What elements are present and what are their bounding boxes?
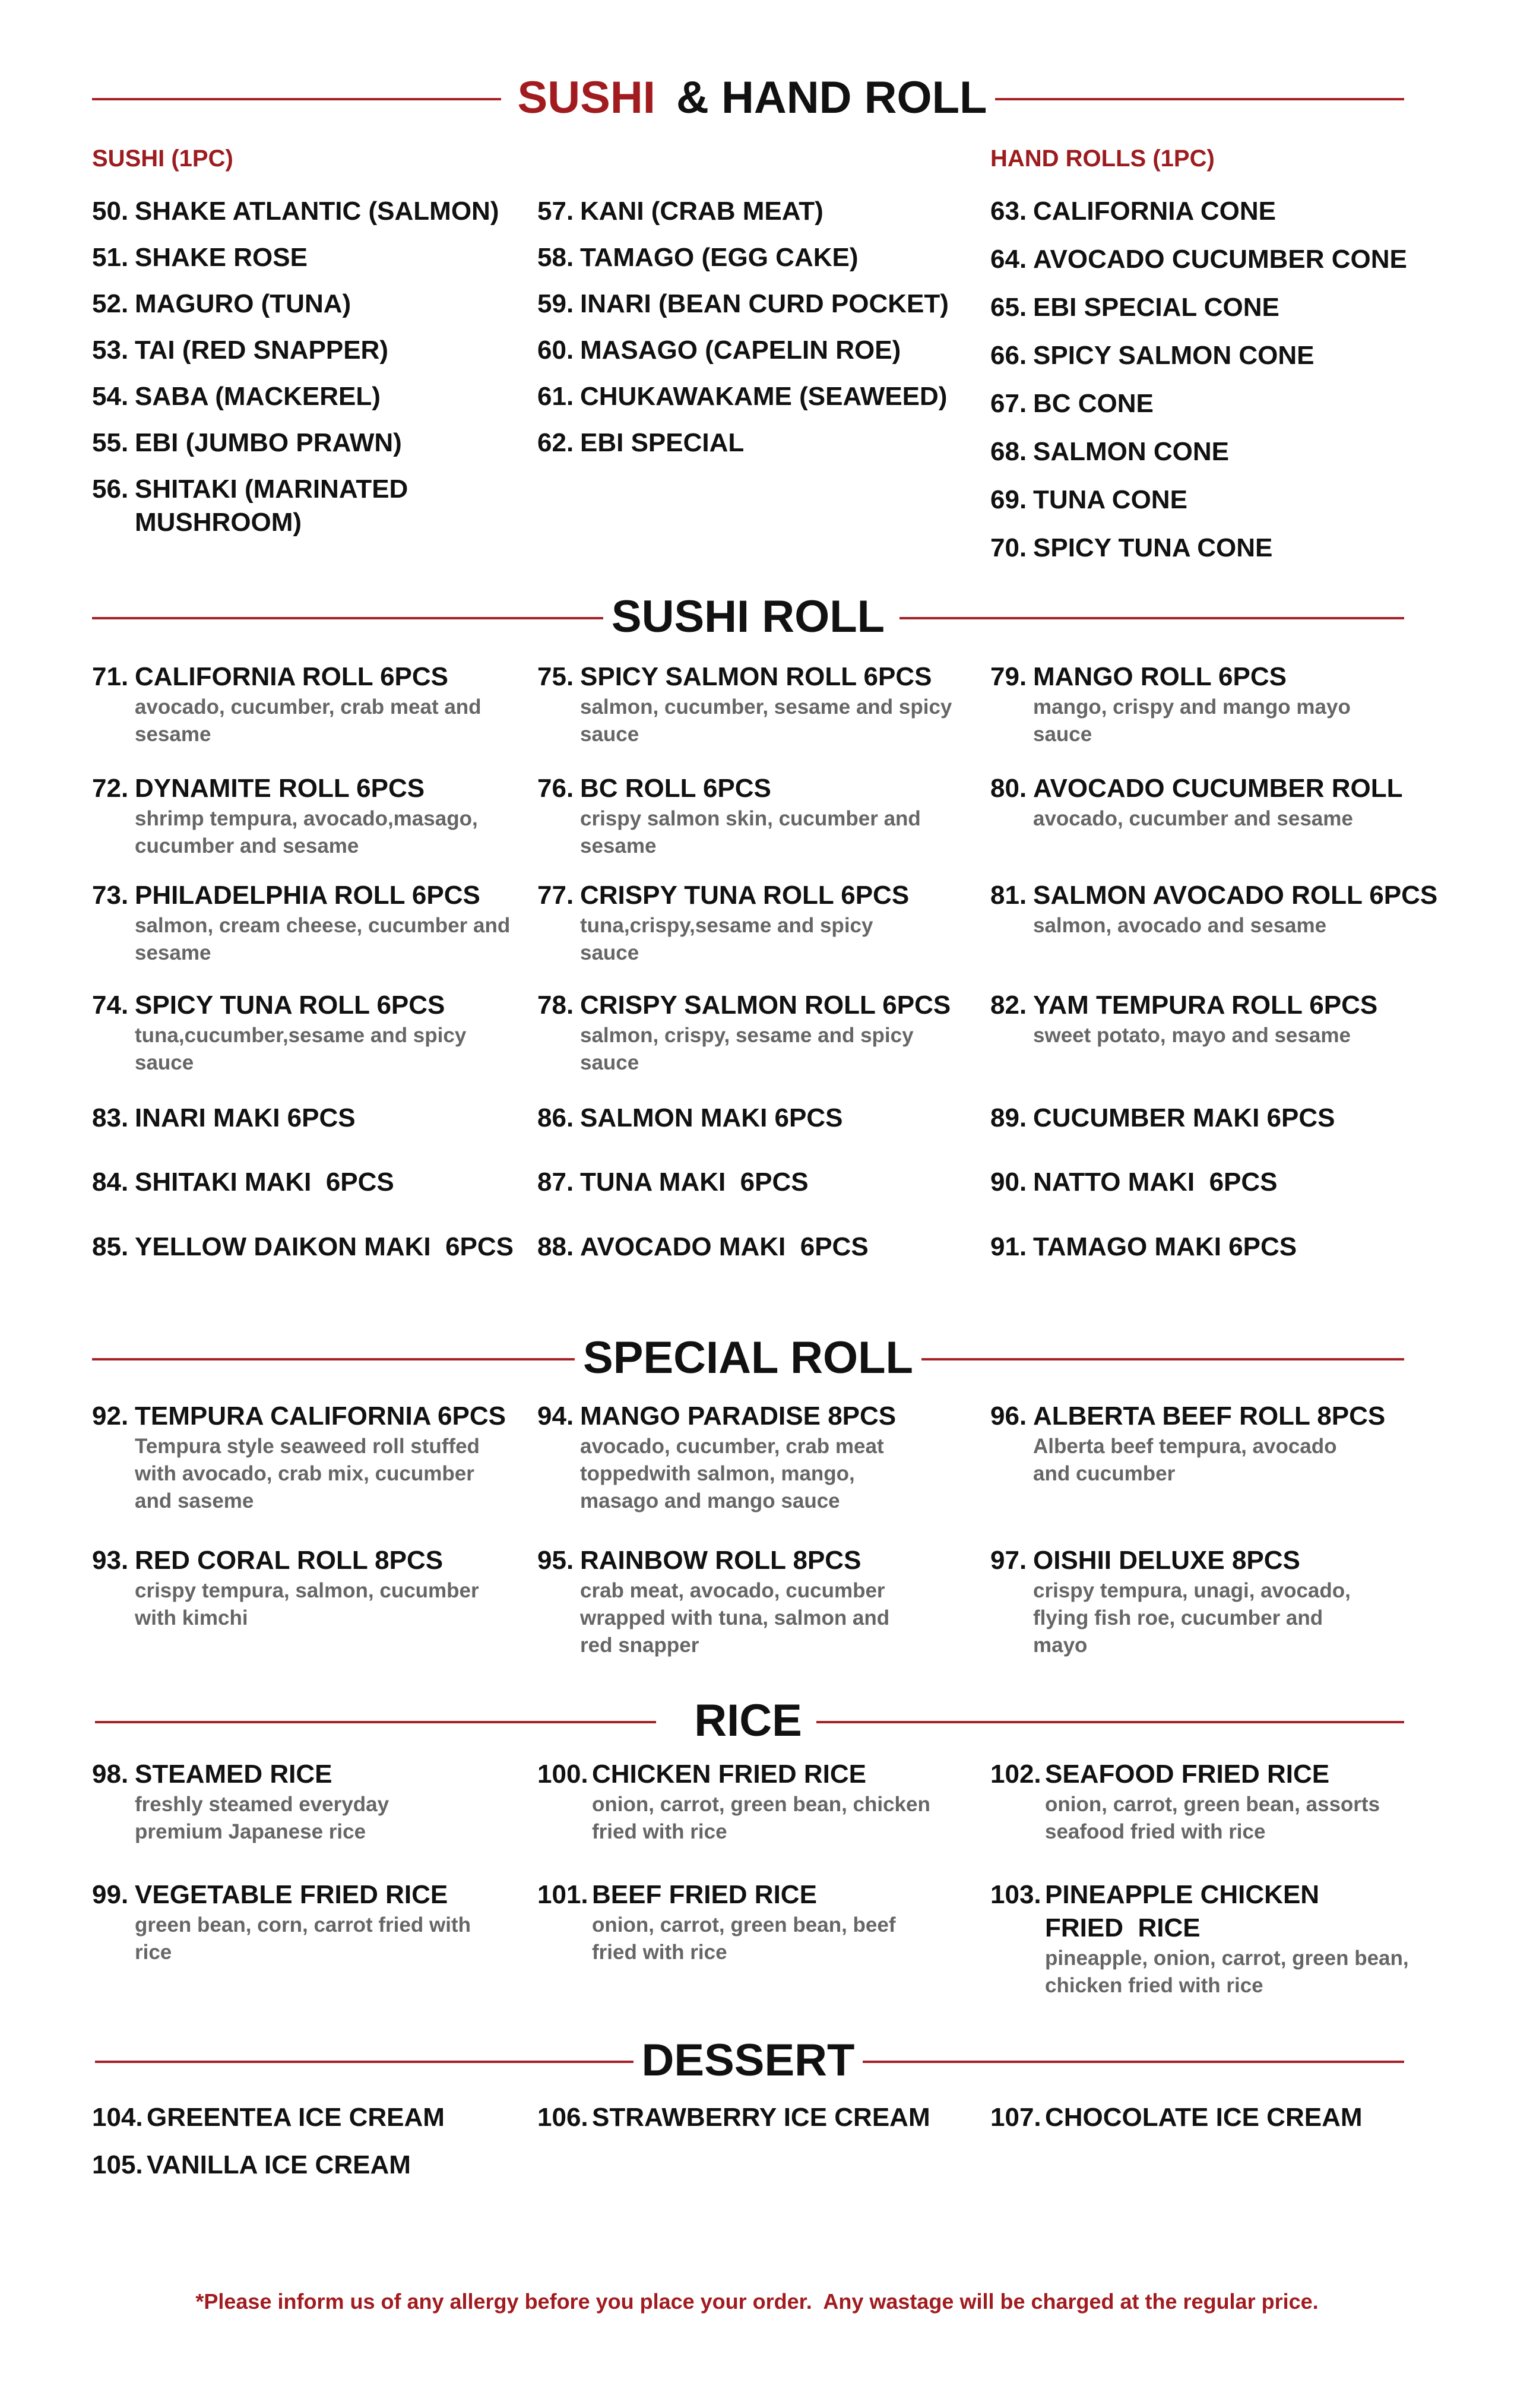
- item-number: 67.: [990, 389, 1027, 418]
- item-name: SALMON CONE: [1033, 437, 1229, 466]
- item-name: MANGO ROLL 6PCS: [1033, 662, 1287, 691]
- item-name: INARI MAKI 6PCS: [135, 1103, 356, 1132]
- menu-item: [990, 2101, 1442, 2134]
- hand-rolls-subheading: HAND ROLLS (1PC): [990, 145, 1215, 172]
- item-number: 85.: [92, 1232, 129, 1261]
- item-name: DYNAMITE ROLL 6PCS: [135, 774, 425, 803]
- item-name: CHOCOLATE ICE CREAM: [1045, 2103, 1363, 2132]
- menu-item: [990, 1544, 1442, 1659]
- divider-left: [92, 1358, 594, 1360]
- sushi-subheading: SUSHI (1PC): [92, 145, 233, 172]
- divider-right: [908, 1358, 1404, 1360]
- item-number: 72.: [92, 774, 129, 803]
- item-name: TUNA CONE: [1033, 485, 1187, 514]
- item-name: SEAFOOD FRIED RICE: [1045, 1760, 1330, 1789]
- menu-item: [990, 772, 1442, 833]
- section-title-text: SUSHI ROLL: [603, 591, 893, 642]
- section-header-rice: [92, 1694, 1404, 1748]
- item-name: TAI (RED SNAPPER): [135, 336, 388, 365]
- item-name: YAM TEMPURA ROLL 6PCS: [1033, 991, 1378, 1020]
- menu-item: [990, 291, 1442, 324]
- section-title-text: SPECIAL ROLL: [575, 1333, 921, 1383]
- menu-item: [92, 660, 543, 748]
- item-name: STEAMED RICE: [135, 1760, 332, 1789]
- menu-item: [537, 879, 989, 967]
- menu-item: [537, 1102, 989, 1135]
- item-name: CHICKEN FRIED RICE: [592, 1760, 867, 1789]
- item-description: salmon, cucumber, sesame and spicy sauce: [580, 695, 952, 746]
- item-number: 88.: [537, 1232, 574, 1261]
- item-name: AVOCADO CUCUMBER CONE: [1033, 245, 1407, 274]
- item-name: INARI (BEAN CURD POCKET): [580, 289, 949, 318]
- item-number: 75.: [537, 662, 574, 691]
- menu-item: [537, 241, 989, 274]
- item-number: 58.: [537, 243, 574, 272]
- item-description: Alberta beef tempura, avocado and cucumber: [1033, 1435, 1337, 1485]
- title-red-part: SUSHI: [509, 72, 664, 123]
- item-name: EBI SPECIAL: [580, 428, 745, 457]
- item-description: crab meat, avocado, cucumber wrapped with tuna, salmon and red snapper: [580, 1579, 890, 1657]
- item-number: 103.: [990, 1880, 1041, 1909]
- item-number: 73.: [92, 881, 129, 910]
- item-name: SPICY SALMON CONE: [1033, 341, 1315, 370]
- item-number: 60.: [537, 336, 574, 365]
- item-number: 94.: [537, 1401, 574, 1431]
- item-number: 80.: [990, 774, 1027, 803]
- menu-item: [537, 660, 989, 748]
- item-number: 102.: [990, 1760, 1041, 1789]
- item-description: tuna,cucumber,sesame and spicy sauce: [135, 1024, 467, 1074]
- item-number: 87.: [537, 1167, 574, 1197]
- item-name: TUNA MAKI 6PCS: [580, 1167, 809, 1197]
- item-name: AVOCADO CUCUMBER ROLL: [1033, 774, 1403, 803]
- menu-item: [92, 426, 543, 460]
- item-number: 82.: [990, 991, 1027, 1020]
- menu-item: [537, 1400, 989, 1515]
- item-description: freshly steamed everyday premium Japanese rice: [135, 1793, 389, 1843]
- menu-item: [990, 1758, 1442, 1846]
- item-number: 106.: [537, 2103, 588, 2132]
- divider-left: [92, 98, 531, 100]
- item-number: 57.: [537, 197, 574, 226]
- item-number: 65.: [990, 293, 1027, 322]
- menu-item: [537, 1758, 989, 1846]
- item-name: STRAWBERRY ICE CREAM: [592, 2103, 930, 2132]
- menu-item: [92, 1878, 543, 1966]
- item-name: SHITAKI (MARINATED MUSHROOM): [135, 474, 408, 537]
- item-description: mango, crispy and mango mayo sauce: [1033, 695, 1351, 746]
- menu-item: [990, 195, 1442, 228]
- item-description: crispy tempura, salmon, cucumber with kimchi: [135, 1579, 479, 1629]
- item-name: YELLOW DAIKON MAKI 6PCS: [135, 1232, 514, 1261]
- item-number: 61.: [537, 382, 574, 411]
- item-name: CALIFORNIA ROLL 6PCS: [135, 662, 449, 691]
- item-number: 83.: [92, 1103, 129, 1132]
- menu-item: [990, 989, 1442, 1049]
- item-name: BEEF FRIED RICE: [592, 1880, 817, 1909]
- item-name: KANI (CRAB MEAT): [580, 197, 823, 226]
- item-name: TAMAGO MAKI 6PCS: [1033, 1232, 1297, 1261]
- menu-item: [92, 195, 543, 228]
- menu-item: [990, 435, 1442, 469]
- menu-item: [92, 1230, 543, 1264]
- item-name: SALMON AVOCADO ROLL 6PCS: [1033, 881, 1438, 910]
- item-name: ALBERTA BEEF ROLL 8PCS: [1033, 1401, 1386, 1431]
- item-number: 55.: [92, 428, 129, 457]
- item-description: crispy tempura, unagi, avocado, flying fish roe, cucumber and mayo: [1033, 1579, 1351, 1657]
- item-name: MASAGO (CAPELIN ROE): [580, 336, 901, 365]
- menu-item: [990, 387, 1442, 420]
- item-number: 71.: [92, 662, 129, 691]
- menu-item: [537, 287, 989, 321]
- title-rest-part: & HAND ROLL: [663, 72, 987, 123]
- item-name: GREENTEA ICE CREAM: [147, 2103, 445, 2132]
- item-name: SHITAKI MAKI 6PCS: [135, 1167, 394, 1197]
- item-number: 68.: [990, 437, 1027, 466]
- item-description: salmon, avocado and sesame: [1033, 914, 1327, 937]
- divider-left: [92, 617, 609, 619]
- menu-item: [990, 483, 1442, 517]
- item-number: 53.: [92, 336, 129, 365]
- item-name: SABA (MACKEREL): [135, 382, 381, 411]
- item-number: 56.: [92, 474, 129, 504]
- item-number: 62.: [537, 428, 574, 457]
- divider-right: [899, 617, 1404, 619]
- allergy-notice: *Please inform us of any allergy before you place your order. Any wastage will be charged at the regular price.: [195, 2289, 1319, 2314]
- item-name: AVOCADO MAKI 6PCS: [580, 1232, 869, 1261]
- item-number: 96.: [990, 1401, 1027, 1431]
- item-name: BC CONE: [1033, 389, 1154, 418]
- item-name: CALIFORNIA CONE: [1033, 197, 1277, 226]
- item-number: 50.: [92, 197, 129, 226]
- item-number: 98.: [92, 1760, 129, 1789]
- menu-item: [537, 426, 989, 460]
- menu-item: [92, 1102, 543, 1135]
- section-header-sushi-hand-roll: [92, 71, 1404, 125]
- menu-item: [990, 1878, 1442, 1999]
- menu-item: [990, 531, 1442, 565]
- section-title-text: RICE: [686, 1695, 810, 1746]
- menu-item: [990, 1166, 1442, 1199]
- item-name: MAGURO (TUNA): [135, 289, 351, 318]
- item-number: 51.: [92, 243, 129, 272]
- item-name: SPICY TUNA ROLL 6PCS: [135, 991, 445, 1020]
- menu-item: [92, 287, 543, 321]
- item-name: OISHII DELUXE 8PCS: [1033, 1546, 1300, 1575]
- item-number: 74.: [92, 991, 129, 1020]
- item-number: 97.: [990, 1546, 1027, 1575]
- item-name: NATTO MAKI 6PCS: [1033, 1167, 1278, 1197]
- menu-item: [92, 1544, 543, 1632]
- divider-right: [858, 2061, 1404, 2063]
- item-name: SHAKE ATLANTIC (SALMON): [135, 197, 499, 226]
- item-name: VEGETABLE FRIED RICE: [135, 1880, 448, 1909]
- item-description: avocado, cucumber, crab meat toppedwith salmon, mango, masago and mango sauce: [580, 1435, 884, 1512]
- menu-item: [92, 473, 448, 539]
- item-description: pineapple, onion, carrot, green bean, chicken fried with rice: [1045, 1947, 1409, 1997]
- item-name: TAMAGO (EGG CAKE): [580, 243, 859, 272]
- item-number: 105.: [92, 2150, 143, 2179]
- item-number: 79.: [990, 662, 1027, 691]
- item-name: CRISPY TUNA ROLL 6PCS: [580, 881, 910, 910]
- item-name: CHUKAWAKAME (SEAWEED): [580, 382, 948, 411]
- menu-item: [537, 380, 989, 413]
- section-header-dessert: [92, 2034, 1404, 2087]
- menu-item: [92, 241, 543, 274]
- menu-item: [990, 339, 1442, 372]
- item-description: salmon, crispy, sesame and spicy sauce: [580, 1024, 914, 1074]
- item-number: 70.: [990, 533, 1027, 562]
- divider-left: [95, 1721, 656, 1723]
- item-description: onion, carrot, green bean, beef fried with rice: [592, 1913, 896, 1964]
- divider-left: [95, 2061, 647, 2063]
- item-name: SPICY SALMON ROLL 6PCS: [580, 662, 932, 691]
- item-name: TEMPURA CALIFORNIA 6PCS: [135, 1401, 506, 1431]
- divider-right: [983, 98, 1404, 100]
- item-name: RED CORAL ROLL 8PCS: [135, 1546, 444, 1575]
- item-number: 101.: [537, 1880, 588, 1909]
- section-header-sushi-roll: [92, 590, 1404, 644]
- menu-item: [537, 2101, 989, 2134]
- item-number: 104.: [92, 2103, 143, 2132]
- item-number: 63.: [990, 197, 1027, 226]
- item-description: onion, carrot, green bean, chicken fried with rice: [592, 1793, 930, 1843]
- item-name: EBI (JUMBO PRAWN): [135, 428, 402, 457]
- item-number: 69.: [990, 485, 1027, 514]
- item-name: SALMON MAKI 6PCS: [580, 1103, 843, 1132]
- item-description: tuna,crispy,sesame and spicy sauce: [580, 914, 873, 964]
- menu-item: [92, 772, 543, 860]
- item-number: 78.: [537, 991, 574, 1020]
- section-header-special-roll: [92, 1331, 1404, 1385]
- item-number: 90.: [990, 1167, 1027, 1197]
- menu-item: [990, 879, 1442, 939]
- item-description: avocado, cucumber and sesame: [1033, 807, 1353, 830]
- menu-item: [92, 1758, 543, 1846]
- item-name: BC ROLL 6PCS: [580, 774, 771, 803]
- menu-item: [537, 1166, 989, 1199]
- item-number: 66.: [990, 341, 1027, 370]
- menu-item: [990, 1230, 1442, 1264]
- menu-item: [537, 195, 989, 228]
- item-number: 76.: [537, 774, 574, 803]
- item-number: 59.: [537, 289, 574, 318]
- item-number: 107.: [990, 2103, 1041, 2132]
- section-title-text: DESSERT: [634, 2035, 863, 2086]
- menu-item: [92, 2148, 543, 2182]
- item-number: 99.: [92, 1880, 129, 1909]
- item-name: PINEAPPLE CHICKEN FRIED RICE: [1045, 1880, 1327, 1942]
- item-description: onion, carrot, green bean, assorts seafood fried with rice: [1045, 1793, 1380, 1843]
- menu-item: [92, 1400, 543, 1515]
- item-number: 89.: [990, 1103, 1027, 1132]
- item-description: green bean, corn, carrot fried with rice: [135, 1913, 471, 1964]
- item-number: 84.: [92, 1167, 129, 1197]
- menu-item: [990, 1400, 1442, 1488]
- menu-item: [537, 1878, 989, 1966]
- item-name: SPICY TUNA CONE: [1033, 533, 1273, 562]
- divider-right: [816, 1721, 1404, 1723]
- item-description: Tempura style seaweed roll stuffed with avocado, crab mix, cucumber and saseme: [135, 1435, 480, 1512]
- item-name: CRISPY SALMON ROLL 6PCS: [580, 991, 951, 1020]
- item-name: EBI SPECIAL CONE: [1033, 293, 1279, 322]
- item-description: shrimp tempura, avocado,masago, cucumber and sesame: [135, 807, 478, 857]
- item-description: sweet potato, mayo and sesame: [1033, 1024, 1351, 1047]
- item-number: 95.: [537, 1546, 574, 1575]
- item-name: PHILADELPHIA ROLL 6PCS: [135, 881, 480, 910]
- item-description: avocado, cucumber, crab meat and sesame: [135, 695, 482, 746]
- menu-item: [92, 1166, 543, 1199]
- menu-item: [92, 2101, 543, 2134]
- item-number: 92.: [92, 1401, 129, 1431]
- menu-item: [537, 1544, 989, 1659]
- item-description: salmon, cream cheese, cucumber and sesame: [135, 914, 511, 964]
- menu-item: [990, 660, 1442, 748]
- item-number: 64.: [990, 245, 1027, 274]
- menu-item: [537, 334, 989, 367]
- item-name: MANGO PARADISE 8PCS: [580, 1401, 897, 1431]
- item-number: 52.: [92, 289, 129, 318]
- item-number: 86.: [537, 1103, 574, 1132]
- item-number: 100.: [537, 1760, 588, 1789]
- menu-item: [537, 1230, 989, 1264]
- item-name: SHAKE ROSE: [135, 243, 308, 272]
- menu-item: [537, 989, 989, 1077]
- menu-item: [990, 243, 1442, 276]
- item-name: RAINBOW ROLL 8PCS: [580, 1546, 861, 1575]
- menu-item: [92, 380, 543, 413]
- item-name: CUCUMBER MAKI 6PCS: [1033, 1103, 1335, 1132]
- item-description: crispy salmon skin, cucumber and sesame: [580, 807, 921, 857]
- item-number: 93.: [92, 1546, 129, 1575]
- menu-item: [990, 1102, 1442, 1135]
- item-number: 77.: [537, 881, 574, 910]
- item-name: VANILLA ICE CREAM: [147, 2150, 411, 2179]
- menu-item: [92, 879, 543, 967]
- menu-item: [92, 989, 543, 1077]
- menu-item: [537, 772, 989, 860]
- item-number: 81.: [990, 881, 1027, 910]
- item-number: 91.: [990, 1232, 1027, 1261]
- item-number: 54.: [92, 382, 129, 411]
- menu-item: [92, 334, 543, 367]
